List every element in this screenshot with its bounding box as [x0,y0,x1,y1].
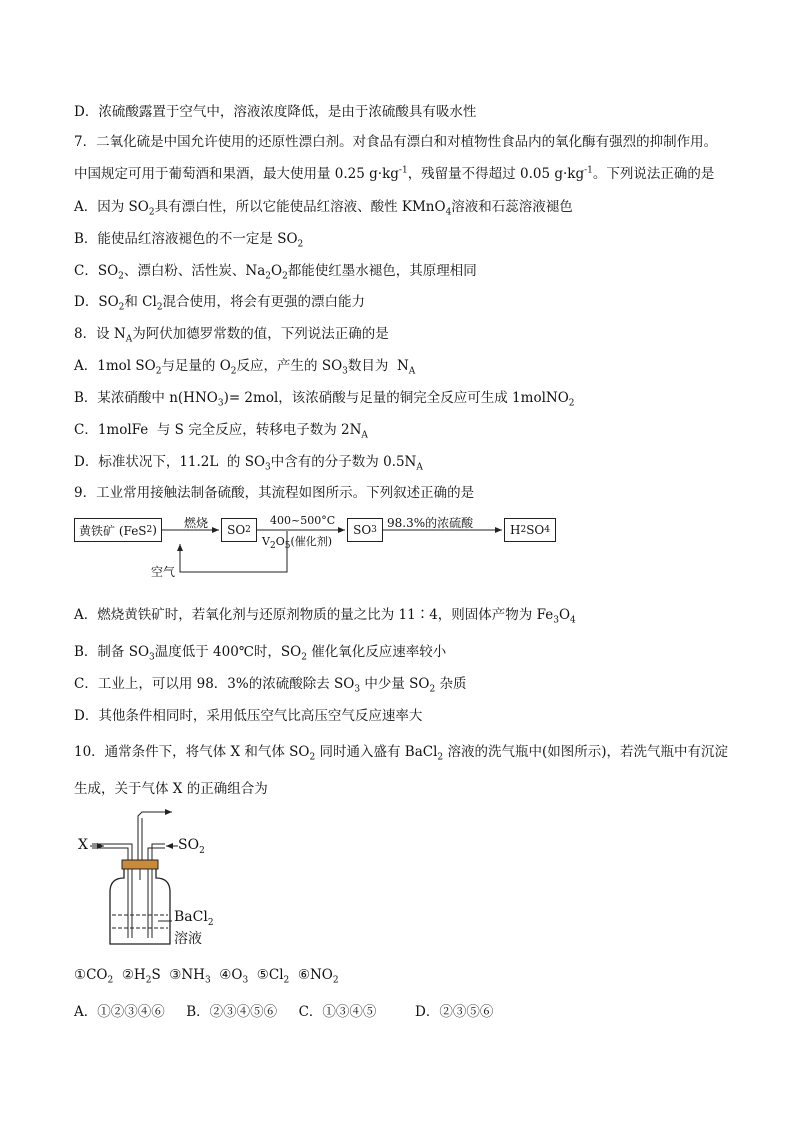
text-line: B．能使品红溶液褪色的不一定是 $SO_2$ [74,231,304,250]
arrow2-bottom-label: $V_2O_5$(催化剂) [262,535,333,552]
solution-label: 溶液 [174,931,202,947]
so2-gas-label: $SO_2$ [178,837,205,856]
box-pyrite: 黄铁矿 (FeS 2 ) [74,518,162,542]
text-line: C．1molFe 与 S 完全反应，转移电子数为 $2N_A$ [74,422,368,441]
text-line: A．因为 $SO_2$具有漂白性，所以它能使品红溶液、酸性 KMnO$_4$溶液和石蕊溶液褪色 [74,199,573,218]
text-line: B．制备 $SO_3$温度低于 400℃时，$SO_2$ 催化氧化反应速率较小 [74,644,447,663]
text-line: 生成，关于气体 X 的正确组合为 [74,781,268,797]
arrow2-top-label: 400~500°C [270,514,336,527]
box-h2so4: H 2 SO 4 [504,518,556,542]
arrow1-label: 燃烧 [184,516,209,530]
text-line: D．$SO_2$和 $Cl_2$混合使用，将会有更强的漂白能力 [74,294,366,313]
box-so3: SO 3 [347,518,383,542]
text-line: D．标准状况下，11.2L 的 $SO_3$中含有的分子数为 $0.5N_A$ [74,454,423,473]
text-line: D．浓硫酸露置于空气中，溶液浓度降低，是由于浓硫酸具有吸水性 [74,104,477,120]
text-line: 10．通常条件下，将气体 X 和气体 $SO_2$ 同时通入盛有 BaCl$_2$ 溶液的洗气瓶中(如图所示)，若洗气瓶中有沉淀 [74,744,728,763]
text-line: A．燃烧黄铁矿时，若氧化剂与还原剂物质的量之比为 11∶4，则固体产物为 $Fe_3O_4$ [74,607,576,626]
text-line: C．工业上，可以用 98．3%的浓硫酸除去 $SO_3$ 中少量 $SO_2$ 杂质 [74,676,467,695]
text-line: D．其他条件相同时，采用低压空气比高压空气反应速率大 [74,708,423,724]
text-line: 7．二氧化硫是中国允许使用的还原性漂白剂。对食品有漂白和对植物性食品内的氧化酶有强烈的抑制作用。 [74,134,718,150]
text-line: A．①②③④⑥ B．②③④⑤⑥ C．①③④⑤ D．②③⑤⑥ [74,1004,494,1020]
text-line: 8．设 $N_A$为阿伏加德罗常数的值，下列说法正确的是 [74,326,389,345]
text-line: C．$SO_2$、漂白粉、活性炭、$Na_2O_2$都能使红墨水褪色，其原理相同 [74,263,477,282]
text-line: 9．工业常用接触法制备硫酸，其流程如图所示。下列叙述正确的是 [74,485,475,501]
text-line: 中国规定可用于葡萄酒和果酒，最大使用量 0.25 $g\cdot kg^{-1}$，残留量不得超过 0.05 $g\cdot kg^{-1}$。下列说法正确的是 [74,165,715,182]
bacl2-label: BaCl$_2$ [174,909,214,928]
text-line: B．某浓硝酸中 $n(HNO_3)= 2mol$，该浓硝酸与足量的铜完全反应可生成 1molNO$_2$ [74,390,575,409]
arrow3-label: 98.3%的浓硫酸 [387,516,474,530]
text-line: $①CO_2$ $②H_2S$ $③NH_3$ $④O_3$ $⑤Cl_2$ $⑥NO_2$ [74,967,339,986]
text-line: A．1mol $SO_2$与足量的 $O_2$反应，产生的 $SO_3$数目为 $N_A$ [74,358,416,377]
box-so2: SO 2 [221,518,257,542]
air-label: 空气 [151,565,176,579]
x-gas-label: X [78,837,88,853]
